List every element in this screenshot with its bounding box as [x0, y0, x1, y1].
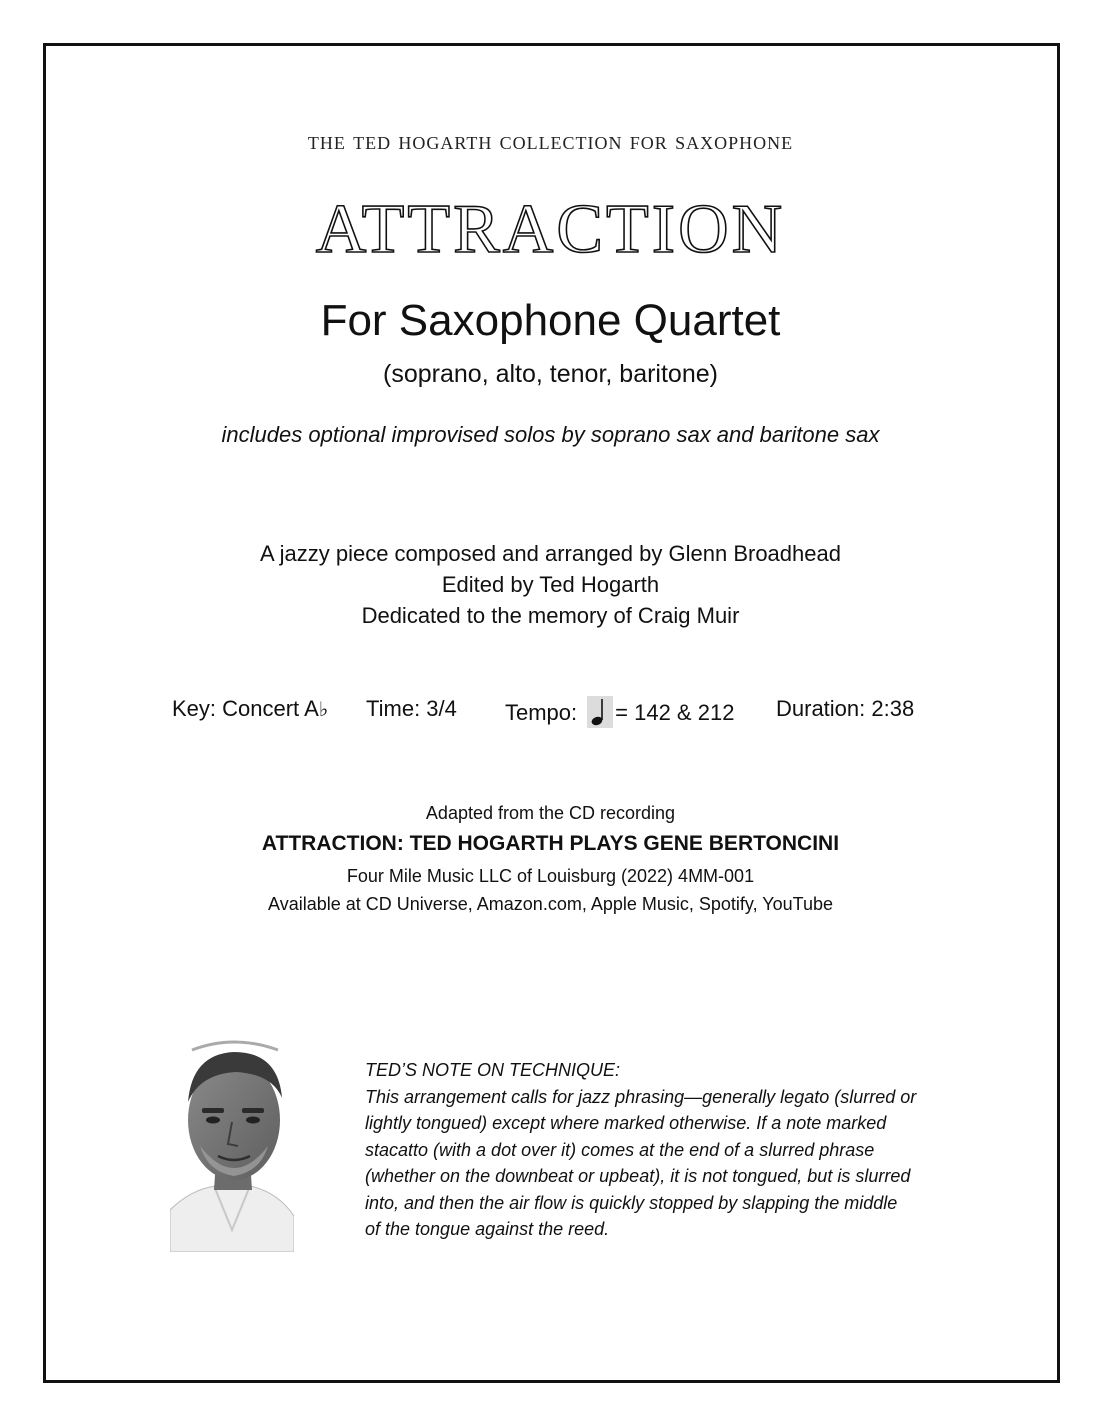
time-signature: Time: 3/4: [366, 696, 457, 721]
technique-note: [365, 1057, 985, 1243]
instrument-list: (soprano, alto, tenor, baritone): [383, 360, 718, 388]
ensemble-subtitle: For Saxophone Quartet: [320, 296, 781, 345]
technique-line: (whether on the downbeat or upbeat), it is not tongued, but is slurred: [365, 1166, 911, 1186]
technique-line: of the tongue against the reed.: [365, 1219, 610, 1239]
cd-title: ATTRACTION: TED HOGARTH PLAYS GENE BERTONCINI: [261, 832, 840, 855]
piece-title: ATTRACTION: [315, 191, 786, 268]
editor-credit: Edited by Ted Hogarth: [441, 572, 660, 597]
technique-line: stacatto (with a dot over it) comes at the end of a slurred phrase: [365, 1139, 875, 1160]
composer-credit: A jazzy piece composed and arranged by Glenn Broadhead: [260, 541, 841, 566]
technique-heading: TED’S NOTE ON TECHNIQUE:: [365, 1060, 621, 1080]
technique-line: into, and then the air flow is quickly stopped by slapping the middle: [365, 1192, 898, 1213]
series-title: the ted hogarth collection for saxophone: [307, 128, 794, 155]
quarter-note-icon: [587, 696, 613, 728]
key-info: [172, 696, 328, 722]
piece-metadata: [0, 696, 1101, 730]
tempo-value: = 142 & 212: [615, 700, 735, 725]
availability: Available at CD Universe, Amazon.com, Apple Music, Spotify, YouTube: [268, 894, 833, 914]
record-label: Four Mile Music LLC of Louisburg (2022) 4MM-001: [346, 866, 755, 886]
tempo-label: Tempo:: [505, 700, 578, 725]
key-label: Key: Concert A: [172, 696, 319, 721]
solos-note: includes optional improvised solos by soprano sax and baritone sax: [221, 422, 880, 447]
technique-line: lightly tongued) except where marked otherwise. If a note marked: [365, 1113, 887, 1133]
dedication: Dedicated to the memory of Craig Muir: [361, 603, 740, 628]
adapted-from: Adapted from the CD recording: [425, 803, 676, 823]
ted-hogarth-portrait: [170, 1040, 294, 1252]
flat-sign: ♭: [318, 699, 329, 721]
tempo-info: [505, 696, 734, 728]
duration-info: Duration: 2:38: [776, 696, 915, 721]
technique-line: This arrangement calls for jazz phrasing—generally legato (slurred or: [365, 1086, 917, 1107]
